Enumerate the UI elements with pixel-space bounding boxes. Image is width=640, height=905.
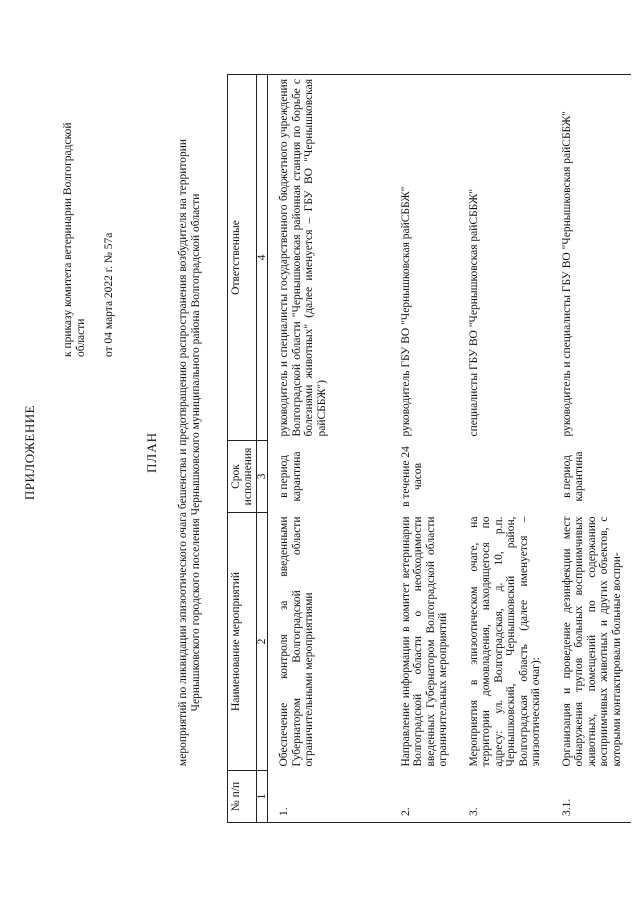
- plan-subtitle: мероприятий по ликвидации эпизоотического очага бешенства и предотвращению распространения возбудителя на территории Чернышковского городского поселения Чернышковского муниципального района Волгоградской области: [177, 138, 202, 767]
- column-number: 2: [257, 513, 268, 771]
- row-measure: Направление информации в комитет ветеринарии Волгоградской области о необходимости введенных Губернатором Волгоградской области ограничительных мероприятий: [399, 516, 449, 767]
- row-deadline: в период карантина: [560, 451, 585, 502]
- table-row: [458, 75, 551, 823]
- column-number: 1: [257, 771, 268, 823]
- header-responsible: Ответственные: [228, 75, 257, 441]
- row-number: 2.: [390, 771, 458, 823]
- row-responsible: руководитель ГБУ ВО "Чернышковская райСББЖ": [390, 75, 458, 441]
- row-deadline: [458, 441, 551, 513]
- header-deadline: Срок исполнения: [228, 441, 257, 513]
- header-number: № п/п: [228, 771, 257, 823]
- row-number: 3.1.: [551, 771, 632, 823]
- order-reference: к приказу комитета ветеринарии Волгоградской области: [62, 122, 87, 357]
- row-deadline: в течение 24 часов: [399, 446, 424, 507]
- table-row: [390, 75, 458, 823]
- column-number: 4: [257, 75, 268, 441]
- row-measure: Мероприятия в эпизоотическом очаге, на территории домовладения, находящегося по адресу: ул. Волгоградская, д. 10, р.п. Чернышковский, Чернышковский район, Волгоградская область (далее именуется – эпизоотический очаг):: [467, 516, 542, 767]
- row-responsible: руководитель и специалисты ГБУ ВО "Чернышковская райСББЖ": [551, 75, 632, 441]
- appendix-title: ПРИЛОЖЕНИЕ: [22, 404, 37, 501]
- row-responsible: специалисты ГБУ ВО "Чернышковская райСББЖ": [458, 75, 551, 441]
- row-measure: Организация и проведение дезинфекции мест обнаружения трупов больных восприимчивых животных, помещений по содержанию восприимчивых животных и других объектов, с которыми контактировали больные воспри-: [560, 516, 623, 767]
- row-number: 3.: [458, 771, 551, 823]
- header-measure: Наименование мероприятий: [228, 513, 257, 771]
- column-number: 3: [257, 441, 268, 513]
- column-number-row: [257, 75, 268, 823]
- row-measure: Обеспечение контроля за введенными Губернатором Волгоградской области ограничительными мероприятиями: [278, 516, 315, 767]
- table-header-row: [228, 75, 257, 823]
- row-deadline: в период карантина: [278, 451, 303, 502]
- row-number: 1.: [268, 771, 390, 823]
- table-row: [268, 75, 390, 823]
- row-responsible: руководитель и специалисты государственного бюджетного учреждения Волгоградской области "Чернышковская районная станция по борьбе с болезнями животных" (далее именуется – ГБУ ВО "Чернышковская райСББЖ"): [268, 75, 390, 441]
- measures-table: [227, 74, 631, 823]
- order-date: от 04 марта 2022 г. № 57а: [103, 232, 115, 357]
- table-row: [551, 75, 632, 823]
- plan-title: ПЛАН: [144, 432, 159, 473]
